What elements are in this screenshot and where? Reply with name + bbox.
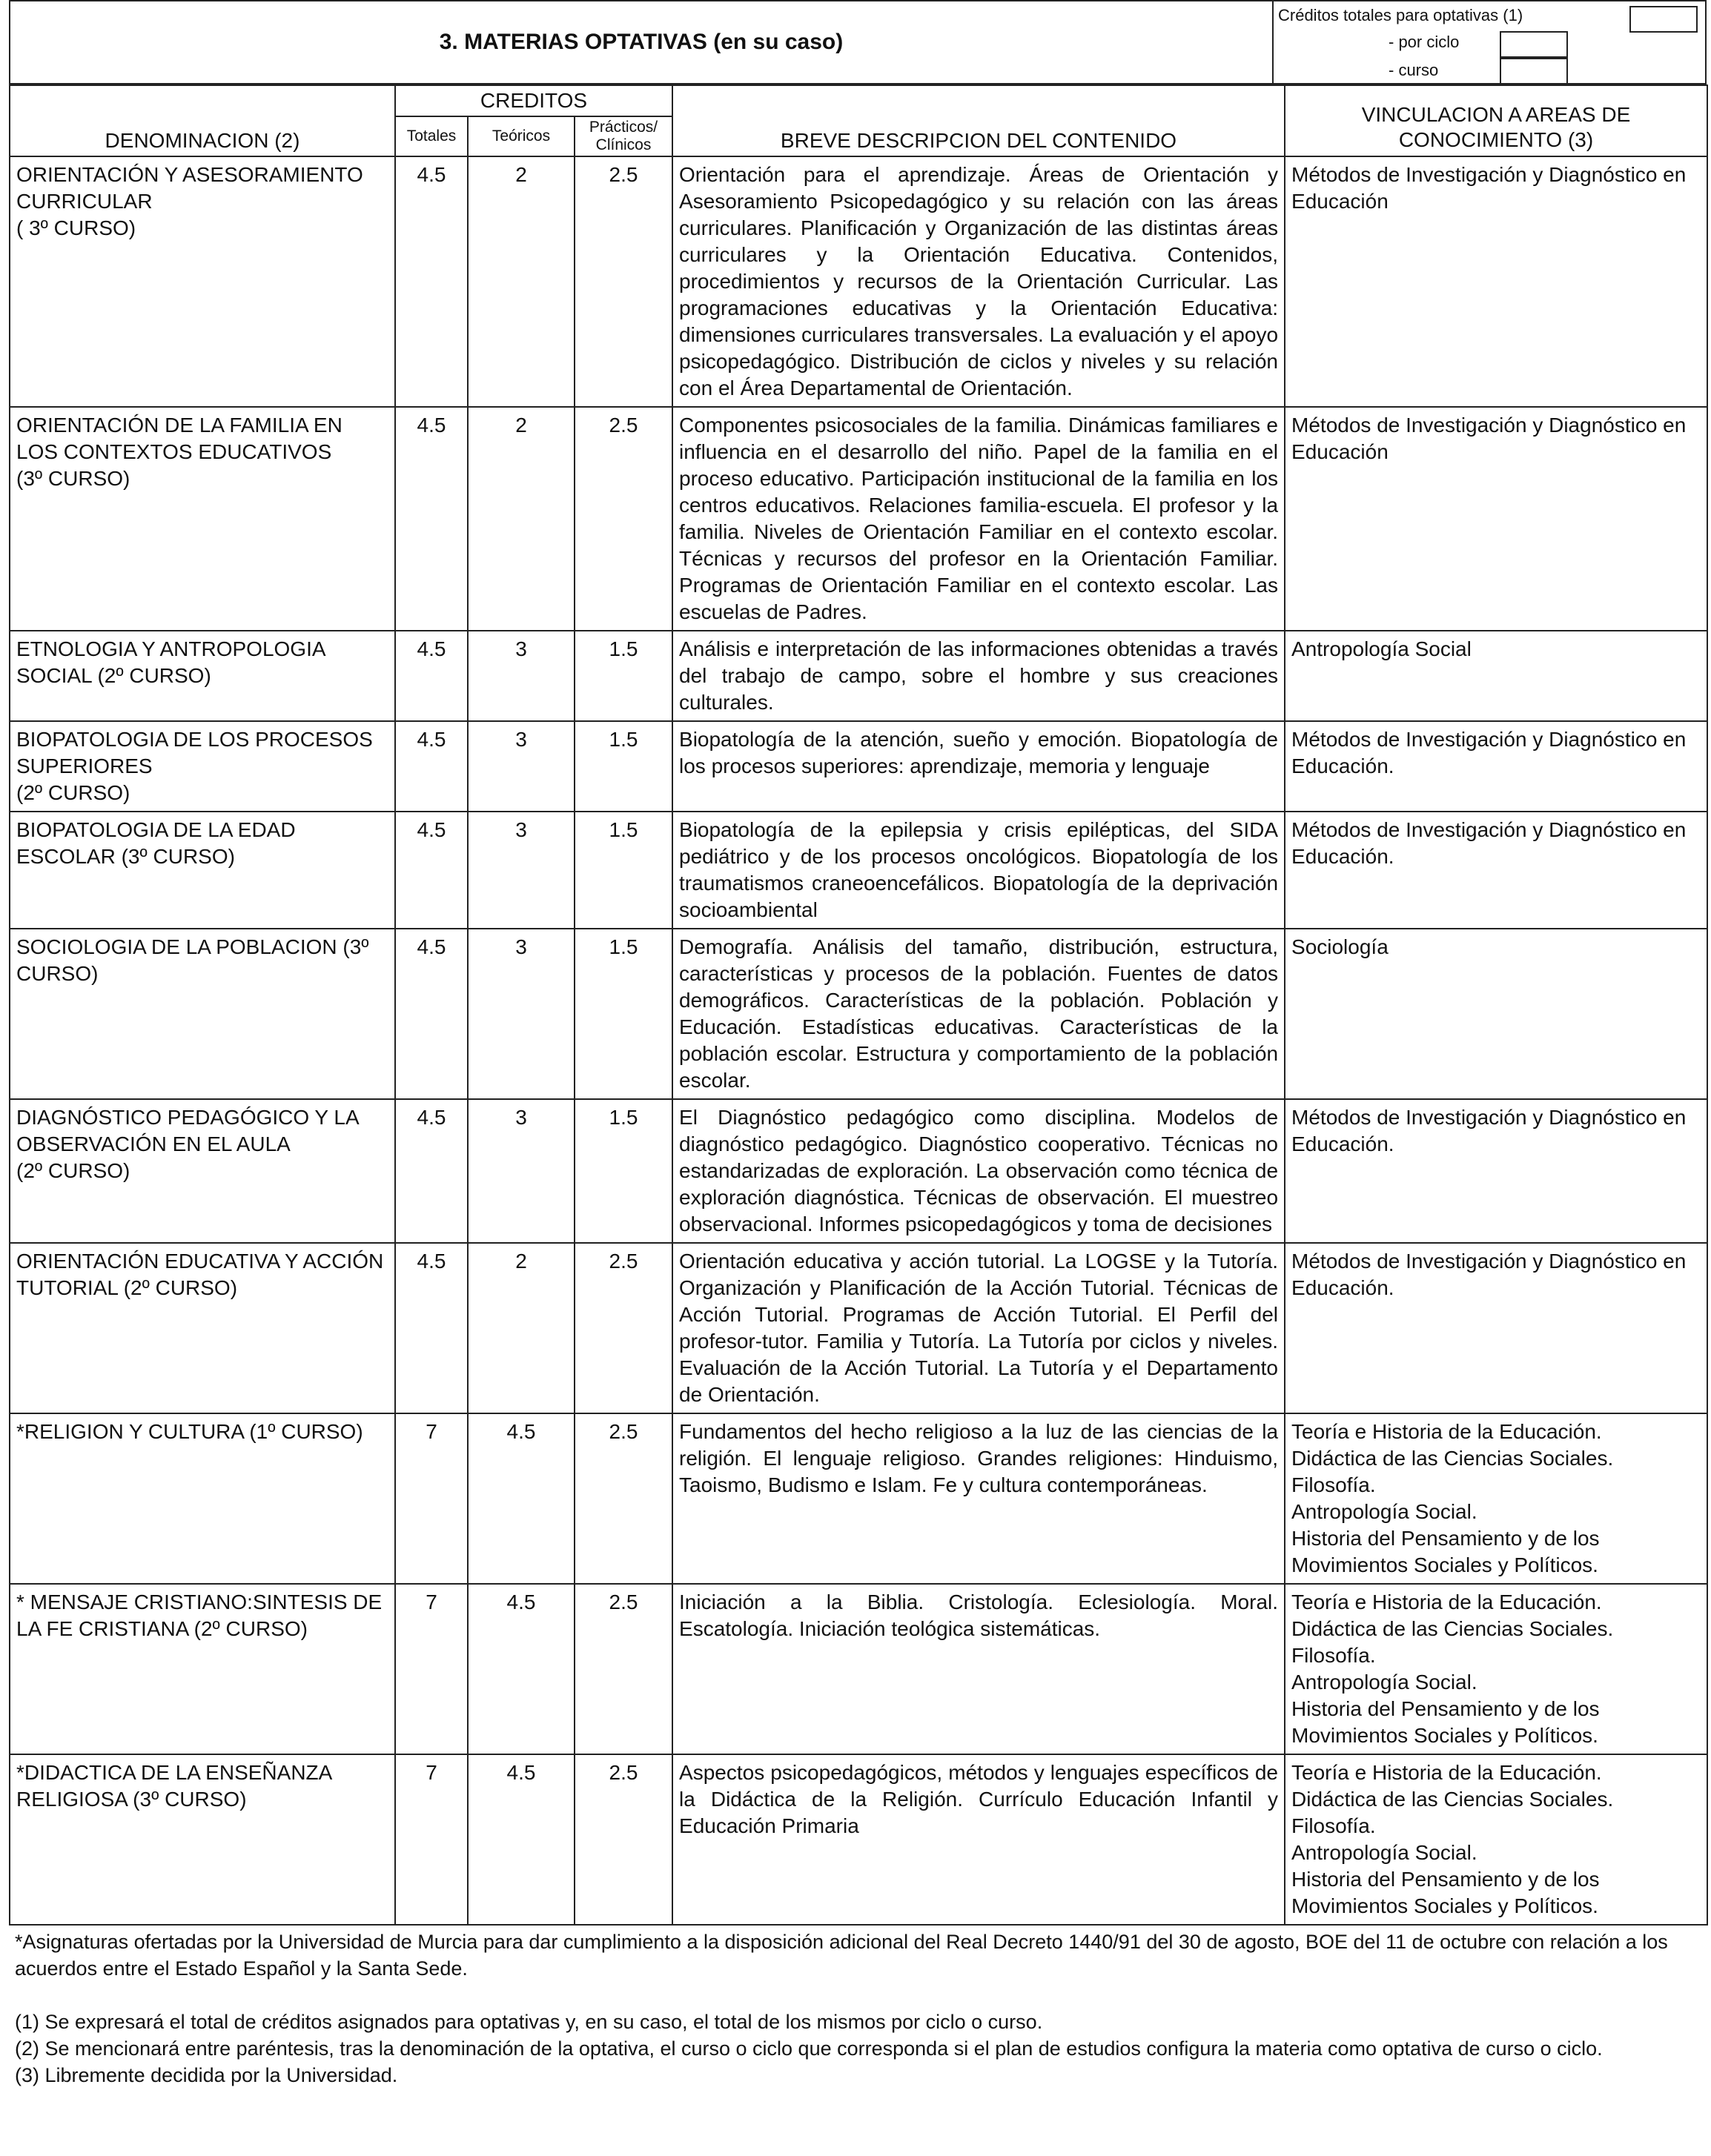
credits-total: 4.5 — [395, 156, 468, 407]
knowledge-area: Métodos de Investigación y Diagnóstico en Educación. — [1291, 1106, 1687, 1155]
subject-name: BIOPATOLOGIA DE LOS PROCESOS SUPERIORES — [16, 728, 373, 777]
subject-name-cell — [10, 1754, 395, 1925]
subject-name-cell — [10, 631, 395, 721]
subject-name-cell — [10, 1413, 395, 1584]
subjects-table — [9, 84, 1708, 1926]
credits-practice: 2.5 — [575, 1584, 672, 1754]
credits-theory: 2 — [468, 1243, 575, 1413]
knowledge-area-cell — [1285, 631, 1707, 721]
credits-total-field[interactable] — [1629, 6, 1698, 33]
subject-course: (2º CURSO) — [16, 1159, 130, 1182]
credits-practice: 1.5 — [575, 929, 672, 1099]
credits-total: 4.5 — [395, 929, 468, 1099]
col-totales: Totales — [395, 116, 468, 156]
credits-total: 7 — [395, 1413, 468, 1584]
credits-theory: 3 — [468, 812, 575, 929]
credits-theory: 3 — [468, 1099, 575, 1243]
knowledge-area: Sociología — [1291, 935, 1389, 958]
footnote-3: (3) Libremente decidida por la Universidad. — [15, 2064, 398, 2086]
credits-total: 4.5 — [395, 721, 468, 812]
subject-name: ORIENTACIÓN DE LA FAMILIA EN LOS CONTEXTOS EDUCATIVOS — [16, 414, 342, 463]
knowledge-area-cell — [1285, 407, 1707, 631]
knowledge-area: Métodos de Investigación y Diagnóstico en Educación. — [1291, 818, 1687, 868]
credits-practice: 2.5 — [575, 1413, 672, 1584]
knowledge-area: Filosofía. — [1291, 1644, 1376, 1667]
footnote-2: (2) Se mencionará entre paréntesis, tras la denominación de la optativa, el curso o ciclo que corresponda si el plan de estudios configura la materia como optativa de curso o ciclo. — [15, 2037, 1603, 2060]
per-cycle-label: - por ciclo — [1389, 33, 1460, 51]
knowledge-area: Antropología Social. — [1291, 1500, 1477, 1523]
table-body — [10, 156, 1707, 1925]
credits-practice: 2.5 — [575, 1754, 672, 1925]
subject-course: ( 3º CURSO) — [16, 216, 136, 239]
content-description: El Diagnóstico pedagógico como disciplina. Modelos de diagnóstico pedagógico. Diagnóstico cooperativo. Técnicas no estandarizadas de exploración. La observación como técnica de exploración diagnóstica. Técnicas de observación. El muestreo observacional. Informes psicopedagógicos y toma de decisiones — [672, 1099, 1285, 1243]
knowledge-area-cell — [1285, 1413, 1707, 1584]
knowledge-area: Historia del Pensamiento y de los Movimientos Sociales y Políticos. — [1291, 1697, 1600, 1747]
footnotes — [9, 1926, 1704, 2092]
credits-total-label: Créditos totales para optativas (1) — [1278, 6, 1523, 24]
table-row — [10, 1243, 1707, 1413]
table-row — [10, 1754, 1707, 1925]
content-description: Biopatología de la atención, sueño y emoción. Biopatología de los procesos superiores: aprendizaje, memoria y lenguaje — [672, 721, 1285, 812]
credits-practice: 1.5 — [575, 1099, 672, 1243]
knowledge-area: Métodos de Investigación y Diagnóstico en Educación. — [1291, 1250, 1687, 1299]
table-row — [10, 721, 1707, 812]
knowledge-area: Antropología Social. — [1291, 1671, 1477, 1694]
credits-theory: 4.5 — [468, 1584, 575, 1754]
credits-theory: 3 — [468, 631, 575, 721]
table-row — [10, 929, 1707, 1099]
credits-practice: 2.5 — [575, 407, 672, 631]
per-cycle-field[interactable] — [1500, 31, 1568, 58]
knowledge-area: Didáctica de las Ciencias Sociales. — [1291, 1447, 1614, 1470]
credits-total: 4.5 — [395, 1099, 468, 1243]
knowledge-area: Historia del Pensamiento y de los Movimientos Sociales y Políticos. — [1291, 1868, 1600, 1917]
knowledge-area-cell — [1285, 1243, 1707, 1413]
credits-total: 4.5 — [395, 407, 468, 631]
footnote-1: (1) Se expresará el total de créditos asignados para optativas y, en su caso, el total de los mismos por ciclo o curso. — [15, 2011, 1043, 2033]
knowledge-area-cell — [1285, 1584, 1707, 1754]
knowledge-area: Métodos de Investigación y Diagnóstico en Educación. — [1291, 728, 1687, 777]
subject-name-cell — [10, 1584, 395, 1754]
table-row — [10, 1584, 1707, 1754]
subject-name-cell — [10, 407, 395, 631]
content-description: Fundamentos del hecho religioso a la luz de las ciencias de la religión. El lenguaje religioso. Grandes religiones: Hinduismo, Taoismo, Budismo e Islam. Fe y cultura contemporáneas. — [672, 1413, 1285, 1584]
content-description: Demografía. Análisis del tamaño, distribución, estructura, características y procesos de la población. Fuentes de datos demográficos. Características de la población. Población y Educación. Estadísticas educativas. Características de la población escolar. Estructura y comportamiento de la población escolar. — [672, 929, 1285, 1099]
subject-name: * MENSAJE CRISTIANO:SINTESIS DE LA FE CRISTIANA (2º CURSO) — [16, 1591, 383, 1640]
subject-name: BIOPATOLOGIA DE LA EDAD ESCOLAR (3º CURSO) — [16, 818, 296, 868]
credits-total: 7 — [395, 1754, 468, 1925]
knowledge-area: Teoría e Historia de la Educación. — [1291, 1761, 1602, 1784]
credits-practice: 2.5 — [575, 1243, 672, 1413]
credits-theory: 3 — [468, 929, 575, 1099]
subject-name: SOCIOLOGIA DE LA POBLACION (3º CURSO) — [16, 935, 369, 985]
content-description: Orientación para el aprendizaje. Áreas de Orientación y Asesoramiento Psicopedagógico y su relación con las áreas curriculares. Planificación y Organización de las distintas áreas curriculares y la Orientación Educativa. Contenidos, procedimientos y recursos de la Orientación Curricular. Las programaciones educativas y la Orientación Educativa: dimensiones curriculares transversales. La evaluación y el apoyo psicopedagógico. Distribución de ciclos y niveles y su relación con el Área Departamental de Orientación. — [672, 156, 1285, 407]
knowledge-area: Historia del Pensamiento y de los Movimientos Sociales y Políticos. — [1291, 1527, 1600, 1576]
col-practicos: Prácticos/ Clínicos — [575, 116, 672, 156]
credits-box — [1273, 1, 1706, 84]
credits-practice: 1.5 — [575, 721, 672, 812]
subject-name: *DIDACTICA DE LA ENSEÑANZA RELIGIOSA (3º CURSO) — [16, 1761, 331, 1811]
knowledge-area-cell — [1285, 1754, 1707, 1925]
subject-name: ORIENTACIÓN Y ASESORAMIENTO CURRICULAR — [16, 163, 363, 213]
content-description: Componentes psicosociales de la familia. Dinámicas familiares e influencia en el desarrollo del niño. Papel de la familia en el proceso educativo. Participación institucional de la familia en los centros educativos. Relaciones familia-escuela. El profesor y la familia. Niveles de Orientación Familiar en el contexto escolar. Técnicas y recursos del profesor en la Orientación Familiar. Programas de Orientación Familiar en el contexto escolar. Las escuelas de Padres. — [672, 407, 1285, 631]
credits-total: 7 — [395, 1584, 468, 1754]
table-row — [10, 407, 1707, 631]
subject-name: *RELIGION Y CULTURA (1º CURSO) — [16, 1420, 363, 1443]
knowledge-area: Filosofía. — [1291, 1473, 1376, 1496]
credits-total: 4.5 — [395, 812, 468, 929]
content-description: Aspectos psicopedagógicos, métodos y lenguajes específicos de la Didáctica de la Religión. Currículo Educación Infantil y Educación Primaria — [672, 1754, 1285, 1925]
per-course-field[interactable] — [1500, 58, 1568, 84]
subject-name-cell — [10, 721, 395, 812]
subject-name: DIAGNÓSTICO PEDAGÓGICO Y LA OBSERVACIÓN EN EL AULA — [16, 1106, 359, 1155]
content-description: Biopatología de la epilepsia y crisis epilépticas, del SIDA pediátrico y de los procesos oncológicos. Biopatología de los traumatismos craneoencefálicos. Biopatología de la deprivación socioambiental — [672, 812, 1285, 929]
credits-total: 4.5 — [395, 1243, 468, 1413]
knowledge-area-cell — [1285, 812, 1707, 929]
knowledge-area-cell — [1285, 1099, 1707, 1243]
credits-practice: 2.5 — [575, 156, 672, 407]
subject-name-cell — [10, 812, 395, 929]
knowledge-area: Filosofía. — [1291, 1814, 1376, 1837]
table-row — [10, 1099, 1707, 1243]
col-denominacion: DENOMINACION (2) — [10, 85, 395, 156]
knowledge-area: Teoría e Historia de la Educación. — [1291, 1591, 1602, 1613]
table-row — [10, 156, 1707, 407]
knowledge-area-cell — [1285, 929, 1707, 1099]
subject-name-cell — [10, 1099, 395, 1243]
col-descripcion: BREVE DESCRIPCION DEL CONTENIDO — [672, 85, 1285, 156]
subject-name-cell — [10, 1243, 395, 1413]
credits-theory: 2 — [468, 407, 575, 631]
col-vinculacion: VINCULACION A AREAS DE CONOCIMIENTO (3) — [1285, 85, 1707, 156]
credits-practice: 1.5 — [575, 812, 672, 929]
credits-theory: 3 — [468, 721, 575, 812]
credits-theory: 4.5 — [468, 1754, 575, 1925]
knowledge-area: Didáctica de las Ciencias Sociales. — [1291, 1788, 1614, 1811]
table-row — [10, 1413, 1707, 1584]
credits-theory: 4.5 — [468, 1413, 575, 1584]
section-title: 3. MATERIAS OPTATIVAS (en su caso) — [10, 1, 1273, 84]
document-page — [9, 0, 1707, 2092]
col-teoricos: Teóricos — [468, 116, 575, 156]
content-description: Orientación educativa y acción tutorial. La LOGSE y la Tutoría. Organización y Planificación de la Acción Tutorial. Técnicas de Acción Tutorial. Programas de Acción Tutorial. El Perfil del profesor-tutor. Familia y Tutoría. La Tutoría por ciclos y niveles. Evaluación de la Acción Tutorial. La Tutoría y el Departamento de Orientación. — [672, 1243, 1285, 1413]
subject-course: (2º CURSO) — [16, 781, 130, 804]
content-description: Análisis e interpretación de las informaciones obtenidas a través del trabajo de campo, sobre el hombre y sus creaciones culturales. — [672, 631, 1285, 721]
credits-theory: 2 — [468, 156, 575, 407]
subject-name-cell — [10, 156, 395, 407]
col-creditos: CREDITOS — [395, 85, 672, 116]
knowledge-area: Métodos de Investigación y Diagnóstico en Educación — [1291, 163, 1687, 213]
table-row — [10, 631, 1707, 721]
content-description: Iniciación a la Biblia. Cristología. Eclesiología. Moral. Escatología. Iniciación teológica sistemáticas. — [672, 1584, 1285, 1754]
table-row — [10, 812, 1707, 929]
subject-name: ETNOLOGIA Y ANTROPOLOGIA SOCIAL (2º CURSO) — [16, 637, 325, 687]
knowledge-area: Antropología Social — [1291, 637, 1472, 660]
footnote-asterisk: *Asignaturas ofertadas por la Universidad de Murcia para dar cumplimiento a la disposición adicional del Real Decreto 1440/91 del 30 de agosto, BOE del 11 de octubre con relación a los acuerdos entre el Estado Español y la Santa Sede. — [15, 1931, 1668, 1980]
knowledge-area: Antropología Social. — [1291, 1841, 1477, 1864]
credits-total: 4.5 — [395, 631, 468, 721]
knowledge-area: Didáctica de las Ciencias Sociales. — [1291, 1617, 1614, 1640]
knowledge-area: Métodos de Investigación y Diagnóstico en Educación — [1291, 414, 1687, 463]
credits-practice: 1.5 — [575, 631, 672, 721]
per-course-label: - curso — [1389, 61, 1439, 79]
subject-name-cell — [10, 929, 395, 1099]
knowledge-area-cell — [1285, 721, 1707, 812]
knowledge-area: Teoría e Historia de la Educación. — [1291, 1420, 1602, 1443]
subject-name: ORIENTACIÓN EDUCATIVA Y ACCIÓN TUTORIAL (2º CURSO) — [16, 1250, 384, 1299]
subject-course: (3º CURSO) — [16, 467, 130, 490]
knowledge-area-cell — [1285, 156, 1707, 407]
section-header — [9, 0, 1707, 84]
